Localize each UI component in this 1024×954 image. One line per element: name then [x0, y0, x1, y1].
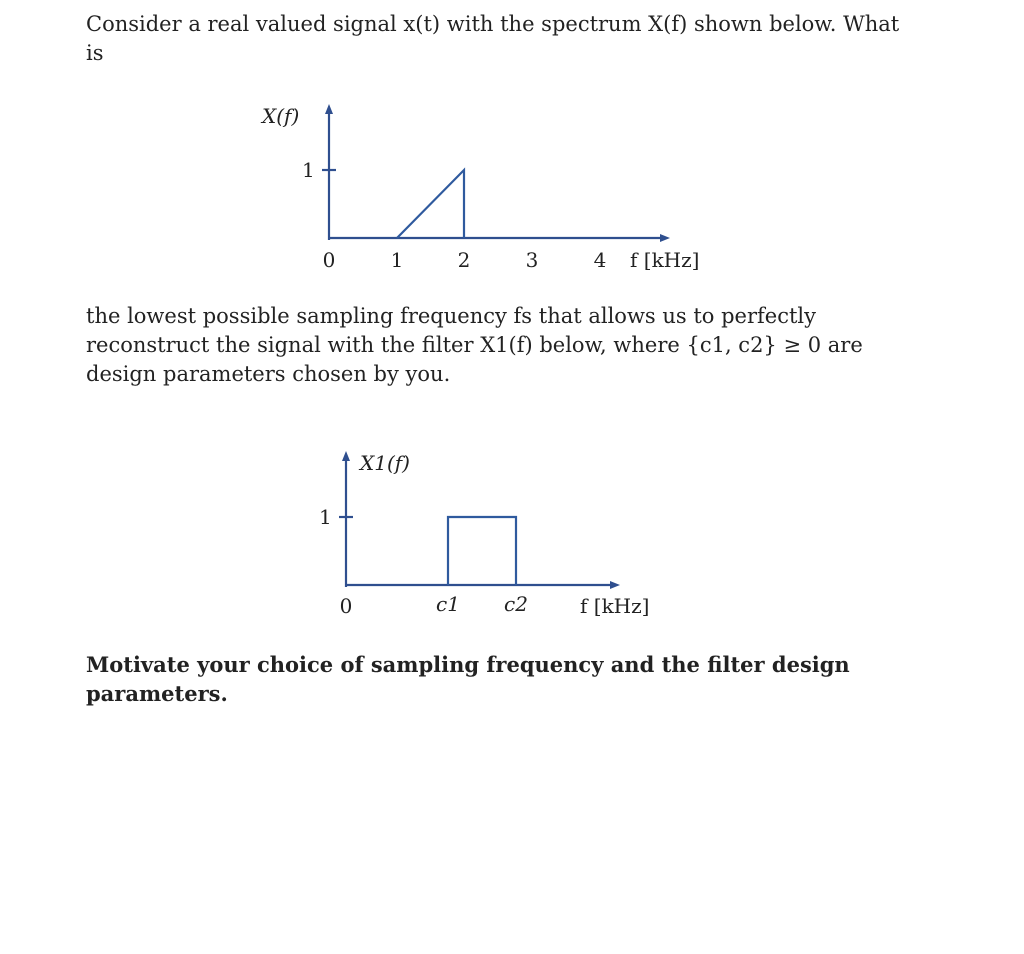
- question-instruction: [86, 650, 916, 708]
- x-tick-label-1: 1: [390, 248, 404, 272]
- question-paragraph-3: Motivate your choice of sampling frequency and the filter design parameters.: [86, 652, 850, 706]
- question-line-1: Consider a real valued signal x(t) with the spectrum X(f) shown below. What is: [86, 12, 900, 65]
- filter-rectangle: [448, 517, 516, 585]
- y-axis-label: X1(f): [360, 451, 410, 475]
- y-axis-label: X(f): [262, 104, 300, 128]
- x-tick-label-3: 3: [525, 248, 539, 272]
- x-tick-label-c2: c2: [504, 592, 528, 616]
- y-tick-label-1: 1: [319, 505, 332, 529]
- question-paragraph-2: the lowest possible sampling frequency fs that allows us to perfectly reconstruct the signal with the filter X1(f) below, where {c1, c2} ≥ 0 are design parameters chosen by you.: [86, 304, 863, 386]
- spectrum-triangle: [397, 170, 464, 238]
- x-axis-unit: f [kHz]: [580, 594, 650, 618]
- x-tick-label-0: 0: [339, 594, 353, 618]
- x-axis-arrow: [660, 234, 670, 242]
- x-tick-label-c1: c1: [436, 592, 460, 616]
- spectrum-figure: [0, 90, 1024, 290]
- x-axis-arrow: [610, 581, 620, 589]
- y-tick-label-1: 1: [302, 158, 315, 182]
- question-intro: [86, 10, 916, 68]
- x-tick-label-2: 2: [457, 248, 471, 272]
- y-axis-arrow: [342, 451, 350, 461]
- filter-figure: [0, 440, 1024, 640]
- y-axis-arrow: [325, 104, 333, 114]
- x-axis-unit: f [kHz]: [630, 248, 700, 272]
- x-tick-label-4: 4: [593, 248, 607, 272]
- question-body: [86, 302, 916, 389]
- x-tick-label-0: 0: [322, 248, 336, 272]
